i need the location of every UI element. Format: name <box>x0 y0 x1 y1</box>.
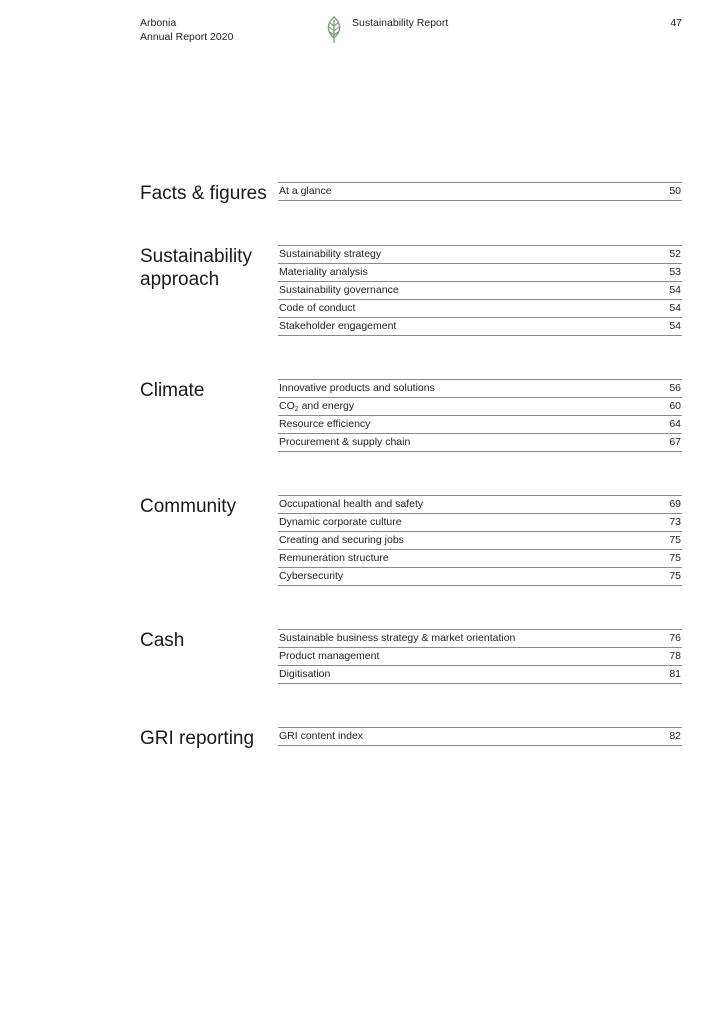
toc-entry-materiality-analysis[interactable] <box>278 264 682 282</box>
toc-entry-page: 54 <box>669 302 681 314</box>
toc-entry-remuneration-structure[interactable] <box>278 550 682 568</box>
toc-entry-page: 75 <box>669 552 681 564</box>
toc-entry-label: Occupational health and safety <box>279 498 424 510</box>
toc-entry-procurement-supply-chain[interactable] <box>278 434 682 452</box>
toc-entry-label <box>279 398 354 415</box>
toc-entry-sustainability-governance[interactable] <box>278 282 682 300</box>
toc-entry-gri-content-index[interactable] <box>278 728 682 746</box>
page-number: 47 <box>670 17 682 29</box>
toc-entry-resource-efficiency[interactable] <box>278 416 682 434</box>
toc-entry-page: 56 <box>669 382 681 394</box>
header-company-block <box>140 16 233 44</box>
toc-entry-product-management[interactable] <box>278 648 682 666</box>
toc-entry-page: 75 <box>669 570 681 582</box>
toc-list <box>278 495 682 586</box>
toc-entry-page: 60 <box>669 400 681 412</box>
toc-entry-label: At a glance <box>279 185 332 197</box>
toc-entry-innovative-products[interactable] <box>278 380 682 398</box>
toc-entry-page: 67 <box>669 436 681 448</box>
leaf-logo-icon <box>324 15 344 45</box>
toc-list <box>278 379 682 452</box>
toc-entry-cybersecurity[interactable] <box>278 568 682 586</box>
report-title: Sustainability Report <box>352 17 449 29</box>
toc-list <box>278 245 682 336</box>
toc-entry-label: Stakeholder engagement <box>279 320 397 332</box>
toc-entry-label: Digitisation <box>279 668 331 680</box>
report-year: Annual Report 2020 <box>140 31 234 43</box>
company-name: Arbonia <box>140 17 177 29</box>
co2-subscript: 2 <box>294 406 299 413</box>
toc-entry-page: 82 <box>669 730 681 742</box>
toc-entry-page: 75 <box>669 534 681 546</box>
toc-list <box>278 629 682 684</box>
co2-prefix: CO <box>279 400 295 412</box>
toc-entry-label: Product management <box>279 650 380 662</box>
toc-entry-label: Remuneration structure <box>279 552 389 564</box>
toc-entry-page: 54 <box>669 284 681 296</box>
co2-suffix: and energy <box>298 400 355 412</box>
toc-list <box>278 727 682 746</box>
toc-entry-page: 78 <box>669 650 681 662</box>
toc-entry-co2-and-energy[interactable] <box>278 398 682 416</box>
section-title: Climate <box>140 380 205 401</box>
toc-entry-page: 64 <box>669 418 681 430</box>
toc-entry-creating-jobs[interactable] <box>278 532 682 550</box>
section-title: Sustainability approach <box>140 246 252 290</box>
toc-entry-page: 54 <box>669 320 681 332</box>
toc-entry-page: 81 <box>669 668 681 680</box>
toc-entry-sustainability-strategy[interactable] <box>278 246 682 264</box>
toc-entry-page: 76 <box>669 632 681 644</box>
section-title: Community <box>140 496 237 517</box>
toc-entry-occupational-health[interactable] <box>278 496 682 514</box>
toc-entry-corporate-culture[interactable] <box>278 514 682 532</box>
toc-entry-label: Resource efficiency <box>279 418 371 430</box>
toc-entry-label: Procurement & supply chain <box>279 436 411 448</box>
toc-entry-page: 53 <box>669 266 681 278</box>
toc-entry-label: Dynamic corporate culture <box>279 516 402 528</box>
toc-entry-page: 50 <box>669 185 681 197</box>
toc-entry-label: Sustainability governance <box>279 284 399 296</box>
toc-entry-stakeholder-engagement[interactable] <box>278 318 682 336</box>
section-title: Facts & figures <box>140 183 267 204</box>
toc-entry-label: Sustainability strategy <box>279 248 382 260</box>
toc-entry-page: 52 <box>669 248 681 260</box>
toc-entry-label: Cybersecurity <box>279 570 344 582</box>
toc-entry-page: 73 <box>669 516 681 528</box>
toc-entry-label: Code of conduct <box>279 302 356 314</box>
toc-entry-page: 69 <box>669 498 681 510</box>
toc-entry-label: Sustainable business strategy & market orientation <box>279 632 516 644</box>
section-title: GRI reporting <box>140 728 255 749</box>
section-title: Cash <box>140 630 185 651</box>
toc-list <box>278 182 682 201</box>
toc-entry-label: Innovative products and solutions <box>279 382 435 394</box>
toc-entry-label: GRI content index <box>279 730 364 742</box>
toc-entry-business-strategy[interactable] <box>278 630 682 648</box>
toc-entry-label: Materiality analysis <box>279 266 368 278</box>
toc-entry-label: Creating and securing jobs <box>279 534 404 546</box>
toc-entry-digitisation[interactable] <box>278 666 682 684</box>
toc-entry-code-of-conduct[interactable] <box>278 300 682 318</box>
toc-entry-at-a-glance[interactable] <box>278 183 682 201</box>
